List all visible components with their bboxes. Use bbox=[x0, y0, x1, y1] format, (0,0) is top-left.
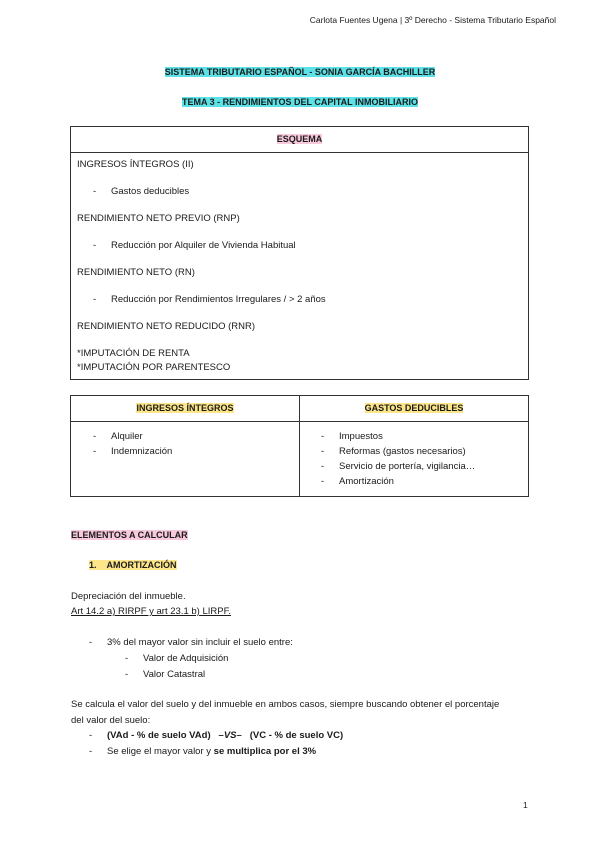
section-heading-label: 1. AMORTIZACIÓN bbox=[89, 560, 177, 570]
paragraph-depreciacion: Depreciación del inmueble. bbox=[71, 591, 186, 602]
esquema-heading: ESQUEMA bbox=[276, 134, 323, 144]
esquema-line: RENDIMIENTO NETO (RN) bbox=[77, 267, 195, 278]
sub-bullet-item: - Valor de Adquisición bbox=[125, 653, 229, 664]
gastos-header bbox=[300, 396, 528, 421]
esquema-line: *IMPUTACIÓN POR PARENTESCO bbox=[77, 362, 231, 373]
gastos-header-label: GASTOS DEDUCIBLES bbox=[364, 403, 464, 413]
ingresos-header bbox=[71, 396, 299, 421]
sub-bullet-item: - Valor Catastral bbox=[125, 669, 206, 680]
document-subtitle: TEMA 3 - RENDIMIENTOS DEL CAPITAL INMOBILIARIO bbox=[181, 97, 418, 107]
ingreso-item: - Alquiler bbox=[93, 431, 143, 442]
esquema-line: INGRESOS ÍNTEGROS (II) bbox=[77, 159, 194, 170]
header-divider bbox=[71, 421, 528, 422]
bullet-item: - 3% del mayor valor sin incluir el suelo entre: bbox=[89, 637, 293, 648]
esquema-header bbox=[71, 127, 528, 153]
paragraph-calculo-line1: Se calcula el valor del suelo y del inmueble en ambos casos, siempre buscando obtener el porcentaje bbox=[71, 699, 500, 710]
section-heading bbox=[89, 560, 177, 570]
paragraph-calculo-line2: del valor del suelo: bbox=[71, 715, 151, 726]
document-title: SISTEMA TRIBUTARIO ESPAÑOL - SONIA GARCÍA BACHILLER bbox=[164, 67, 436, 77]
ingresos-gastos-table bbox=[70, 395, 529, 497]
page-number: 1 bbox=[523, 800, 528, 810]
ingresos-header-label: INGRESOS ÍNTEGROS bbox=[136, 403, 234, 413]
gasto-item: - Amortización bbox=[321, 476, 394, 487]
document-subtitle-wrap bbox=[0, 97, 600, 107]
esquema-box bbox=[70, 126, 529, 380]
gasto-item: - Reformas (gastos necesarios) bbox=[321, 446, 466, 457]
running-header: Carlota Fuentes Ugena | 3º Derecho - Sistema Tributario Español bbox=[309, 15, 556, 25]
bullet-item: - Se elige el mayor valor y se multiplica por el 3% bbox=[89, 746, 317, 757]
gasto-item: - Servicio de portería, vigilancia… bbox=[321, 461, 476, 472]
esquema-line: RENDIMIENTO NETO REDUCIDO (RNR) bbox=[77, 321, 256, 332]
elementos-heading: ELEMENTOS A CALCULAR bbox=[71, 530, 188, 540]
gasto-item: - Impuestos bbox=[321, 431, 383, 442]
esquema-line: - Gastos deducibles bbox=[93, 186, 190, 197]
esquema-line: *IMPUTACIÓN DE RENTA bbox=[77, 348, 190, 359]
esquema-line: - Reducción por Rendimientos Irregulares / > 2 años bbox=[93, 294, 326, 305]
esquema-line: - Reducción por Alquiler de Vivienda Habitual bbox=[93, 240, 296, 251]
elementos-heading-wrap bbox=[71, 530, 188, 540]
document-title-wrap bbox=[0, 67, 600, 77]
formula-bullet: - (VAd - % de suelo VAd) –VS– (VC - % de suelo VC) bbox=[89, 730, 344, 741]
ingreso-item: - Indemnización bbox=[93, 446, 173, 457]
legal-reference: Art 14.2 a) RIRPF y art 23.1 b) LIRPF. bbox=[71, 606, 231, 617]
esquema-line: RENDIMIENTO NETO PREVIO (RNP) bbox=[77, 213, 240, 224]
